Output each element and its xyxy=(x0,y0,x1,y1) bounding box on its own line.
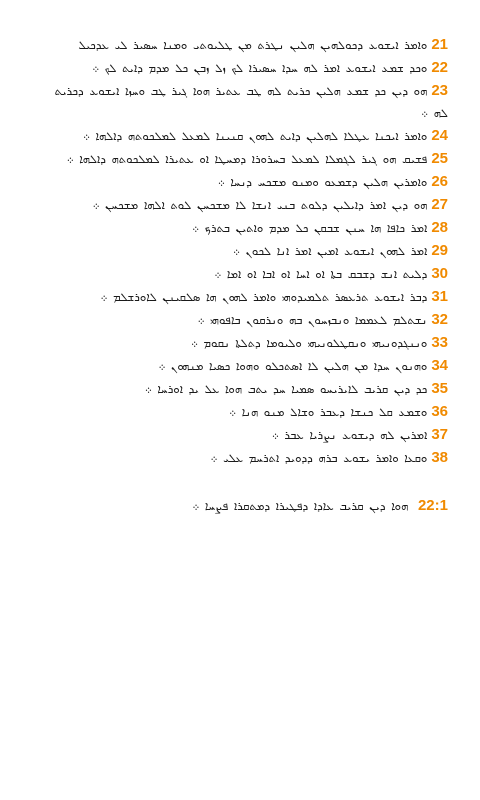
verse-text: ܘܐܡܪ ܐܝܫܘܥ ܕܟܘܠܗܝܢ ܗܠܝܢ ܢܛܪܬ ܡܢ ܛܠܝܘܬܝ ܘܡܢܐ ܚܣܝܪ ܠܝ ܥܕܟܝܠ xyxy=(78,38,428,52)
verse-number: 25 xyxy=(431,150,448,167)
verse-row[interactable] xyxy=(40,309,448,331)
verse-text: ܘܢܢܓܕܘܢܝܗܝ ܘܢܩܛܠܘܢܝܗܝ ܘܠܝܘܡܐ ܕܬܠܬܐ ܢܩܘܡ ܀ xyxy=(190,336,428,350)
verse-text: ܘܗܢܘܢ ܚܕܐ ܡܢ ܗܠܝܢ ܠܐ ܐܣܬܟܠܘ ܘܗܘܐ ܟܣܝܐ ܡܢܗܘܢ ܀ xyxy=(158,359,428,373)
verse-text: ܟܕ ܕܝܢ ܩܪܝܒ ܠܐܝܪܝܚܘ ܣܡܝܐ ܚܕ ܝܬܒ ܗܘܐ ܥܠ ܝܕ ܐܘܪܚܐ ܀ xyxy=(144,382,428,396)
verse-row[interactable] xyxy=(40,194,448,216)
verse-row[interactable] xyxy=(40,80,448,124)
verse-text: ܕܠܝܬ ܐܢܫ ܕܫܒܩ ܒܬܐ ܐܘ ܐܚܐ ܐܘ ܐܒܐ ܐܘ ܐܡܐ ܀ xyxy=(214,267,428,281)
verse-text: ܐܡܪ ܟܐܦܐ ܗܐ ܚܢܢ ܫܒܩܢ ܟܠ ܡܕܡ ܘܐܬܝܢ ܒܬܪܟ ܀ xyxy=(192,221,428,235)
verse-text: ܘܫܡܥ ܩܠ ܟܢܫܐ ܕܥܒܪ ܘܫܐܠ ܡܢܘ ܗܢܐ ܀ xyxy=(229,405,428,419)
verse-text: ܗܘ ܕܝܢ ܟܕ ܫܡܥ ܗܠܝܢ ܟܪܝܬ ܠܗ ܛܒ ܥܬܝܪ ܗܘܐ ܓܝܪ ܛܒ ܘܚܙܐ ܐܝܫܘܥ ܕܟܪܝܬ ܠܗ ܀ xyxy=(54,84,448,120)
verse-row[interactable] xyxy=(40,148,448,170)
verse-row[interactable] xyxy=(40,263,448,285)
verse-number: 26 xyxy=(431,173,448,190)
verse-number: 28 xyxy=(431,219,448,236)
verse-text: ܐܡܪ ܠܗܘܢ ܐܝܫܘܥ ܐܡܝܢ ܐܡܪ ܐܢܐ ܠܟܘܢ ܀ xyxy=(233,244,428,258)
verse-number: 32 xyxy=(431,311,448,328)
verse-number: 27 xyxy=(431,196,448,213)
reference-number: 22:1 xyxy=(417,497,448,514)
verse-number: 37 xyxy=(431,426,448,443)
verse-number: 38 xyxy=(431,449,448,466)
verse-row[interactable] xyxy=(40,57,448,79)
verse-text: ܘܐܡܪ ܐܝܟܢܐ ܥܛܠܐ ܠܗܠܝܢ ܕܐܝܬ ܠܗܘܢ ܩܢܝܢܐ ܠܡܥܠ ܠܡܠܟܘܬܗ ܕܐܠܗܐ ܀ xyxy=(83,129,428,143)
verse-number: 21 xyxy=(431,36,448,53)
verse-row[interactable] xyxy=(40,240,448,262)
verse-number: 29 xyxy=(431,242,448,259)
verse-text: ܢܫܬܠܡ ܠܥܡܡܐ ܘܢܒܙܚܘܢ ܒܗ ܘܢܪܩܘܢ ܒܐܦܘܗܝ ܀ xyxy=(197,313,428,327)
verse-text: ܘܐܡܪܝܢ ܗܠܝܢ ܕܫܡܥܘ ܘܡܢܘ ܡܫܟܚ ܕܢܚܐ ܀ xyxy=(217,175,428,189)
verse-number: 31 xyxy=(431,288,448,305)
verse-number: 35 xyxy=(431,380,448,397)
verse-row[interactable] xyxy=(40,171,448,193)
verse-row[interactable] xyxy=(40,217,448,239)
verse-row[interactable] xyxy=(40,447,448,469)
verse-row[interactable] xyxy=(40,34,448,56)
verse-text: ܘܩܥܐ ܘܐܡܪ ܝܫܘܥ ܒܪܗ ܕܕܘܝܕ ܐܬܪܚܡ ܥܠܝ ܀ xyxy=(210,451,428,465)
verse-row[interactable] xyxy=(40,355,448,377)
verse-row[interactable] xyxy=(40,125,448,147)
verse-row[interactable] xyxy=(40,424,448,446)
reference-text: ܗܘܐ ܕܝܢ ܩܪܝܒ ܥܐܕܐ ܕܦܛܝܪܐ ܕܡܬܩܪܐ ܦܨܚܐ ܀ xyxy=(192,499,409,513)
chapter-reference[interactable] xyxy=(40,495,448,517)
verse-text: ܕܒܪ ܐܝܫܘܥ ܬܪܥܣܪ ܬܠܡܝܕܘܗܝ ܘܐܡܪ ܠܗܘܢ ܗܐ ܣܠܩܝܢܢ ܠܐܘܪܫܠܡ ܀ xyxy=(100,290,428,304)
verse-number: 24 xyxy=(431,127,448,144)
verse-number: 33 xyxy=(431,334,448,351)
verse-row[interactable] xyxy=(40,401,448,423)
verse-text: ܦܫܝܩ ܗܘ ܓܝܪ ܠܓܡܠܐ ܠܡܥܠ ܒܚܪܘܪܐ ܕܡܚܛܐ ܐܘ ܥܬܝܪܐ ܠܡܠܟܘܬܗ ܕܐܠܗܐ ܀ xyxy=(66,152,428,166)
verse-list xyxy=(40,34,448,469)
verse-number: 23 xyxy=(431,82,448,99)
verse-number: 34 xyxy=(431,357,448,374)
verse-number: 30 xyxy=(431,265,448,282)
verse-number: 36 xyxy=(431,403,448,420)
verse-number: 22 xyxy=(431,59,448,76)
verse-row[interactable] xyxy=(40,332,448,354)
verse-row[interactable] xyxy=(40,286,448,308)
verse-text: ܘܟܕ ܫܡܥ ܐܝܫܘܥ ܐܡܪ ܠܗ ܚܕܐ ܚܣܝܪܐ ܠܟ ܙܠ ܙܒܢ ܟܠ ܡܕܡ ܕܐܝܬ ܠܟ ܀ xyxy=(92,61,428,75)
verse-text: ܐܡܪܝܢ ܠܗ ܕܝܫܘܥ ܢܨܪܝܐ ܥܒܪ ܀ xyxy=(271,428,428,442)
verse-row[interactable] xyxy=(40,378,448,400)
verse-text: ܗܘ ܕܝܢ ܐܡܪ ܕܐܝܠܝܢ ܕܠܘܬ ܒܢܝ ܐܢܫܐ ܠܐ ܡܫܟܚܢ ܠܘܬ ܐܠܗܐ ܡܫܟܚܢ ܀ xyxy=(92,198,428,212)
